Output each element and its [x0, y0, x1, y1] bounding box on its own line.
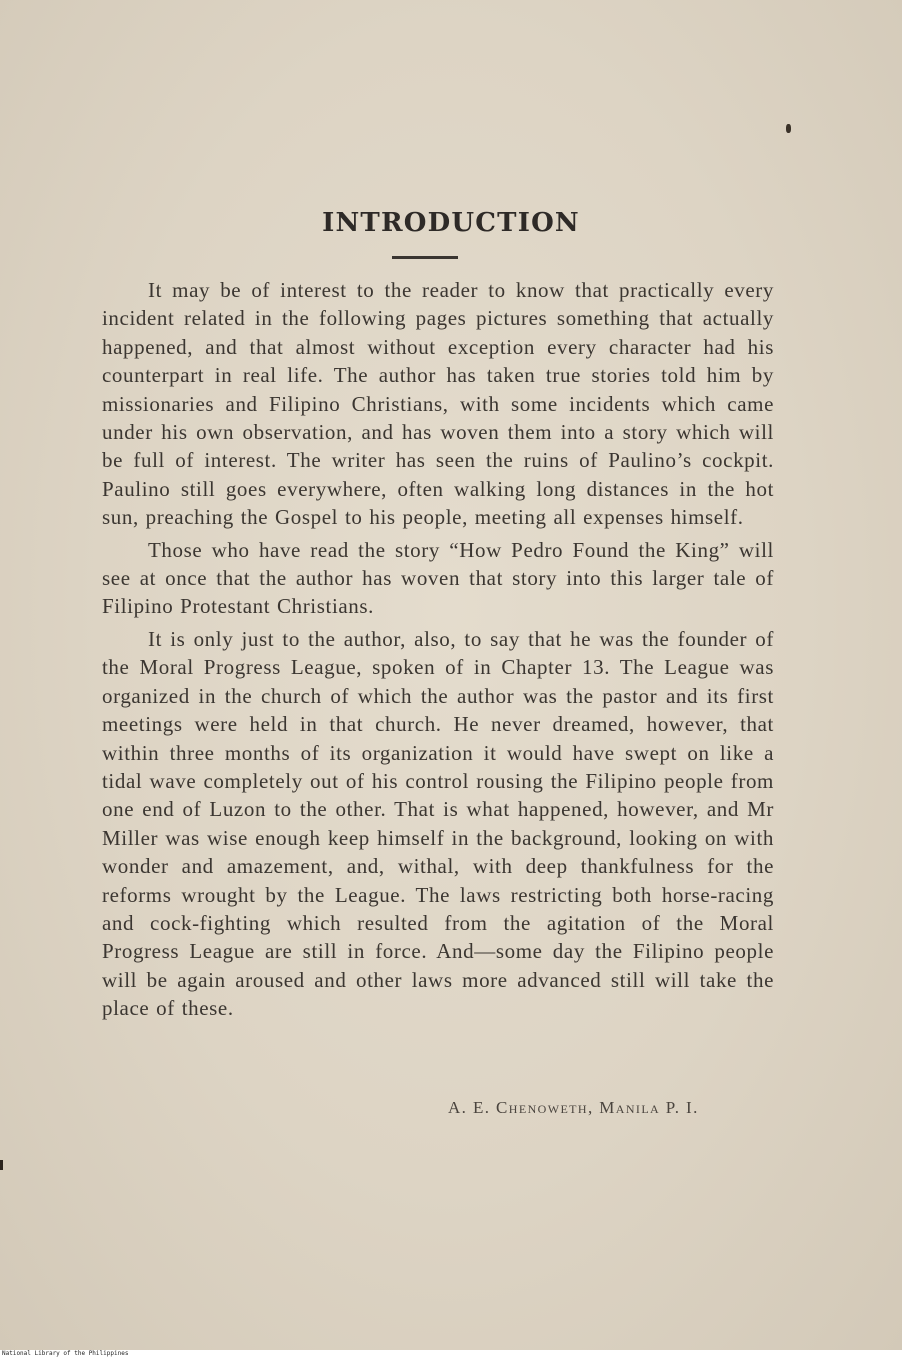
signature: A. E. Chenoweth, Manila P. I.	[448, 1098, 699, 1117]
title-rule	[392, 256, 458, 259]
edge-mark	[0, 1160, 3, 1170]
page-title: INTRODUCTION	[322, 208, 580, 238]
body-text	[102, 276, 774, 1027]
footer-credit: National Library of the Philippines	[2, 1350, 129, 1357]
paragraph: Those who have read the story “How Pedro Found the King” will see at once that the author has woven that story into this larger tale of Filipino Protestant Christians.	[102, 537, 774, 619]
paragraph: It may be of interest to the reader to know that practically every incident related in the following pages pictures something that actually happened, and that almost without exception every character had his counterpart in real life. The author has taken true stories told him by missionaries and Filipino Christians, with some incidents which came under his own observation, and has woven them into a story which will be full of interest. The writer has seen the ruins of Paulino’s cockpit. Paulino still goes everywhere, often walking long distances in the hot sun, preaching the Gospel to his people, meeting all expenses himself.	[102, 278, 774, 530]
ink-speck	[786, 124, 791, 133]
paragraph: It is only just to the author, also, to say that he was the founder of the Moral Progress League, spoken of in Chapter 13. The League was organized in the church of which the author was the pastor and its first meetings were held in that church. He never dreamed, however, that within three months of its organization it would have swept on like a tidal wave completely out of his control rousing the Filipino people from one end of Luzon to the other. That is what happened, however, and Mr Miller was wise enough keep himself in the background, looking on with wonder and amazement, and, withal, with deep thankfulness for the reforms wrought by the League. The laws restricting both horse-racing and cock-fighting which resulted from the agitation of the Moral Progress League are still in force. And—some day the Filipino people will be again aroused and other laws more advanced still will take the place of these.	[102, 626, 774, 1021]
